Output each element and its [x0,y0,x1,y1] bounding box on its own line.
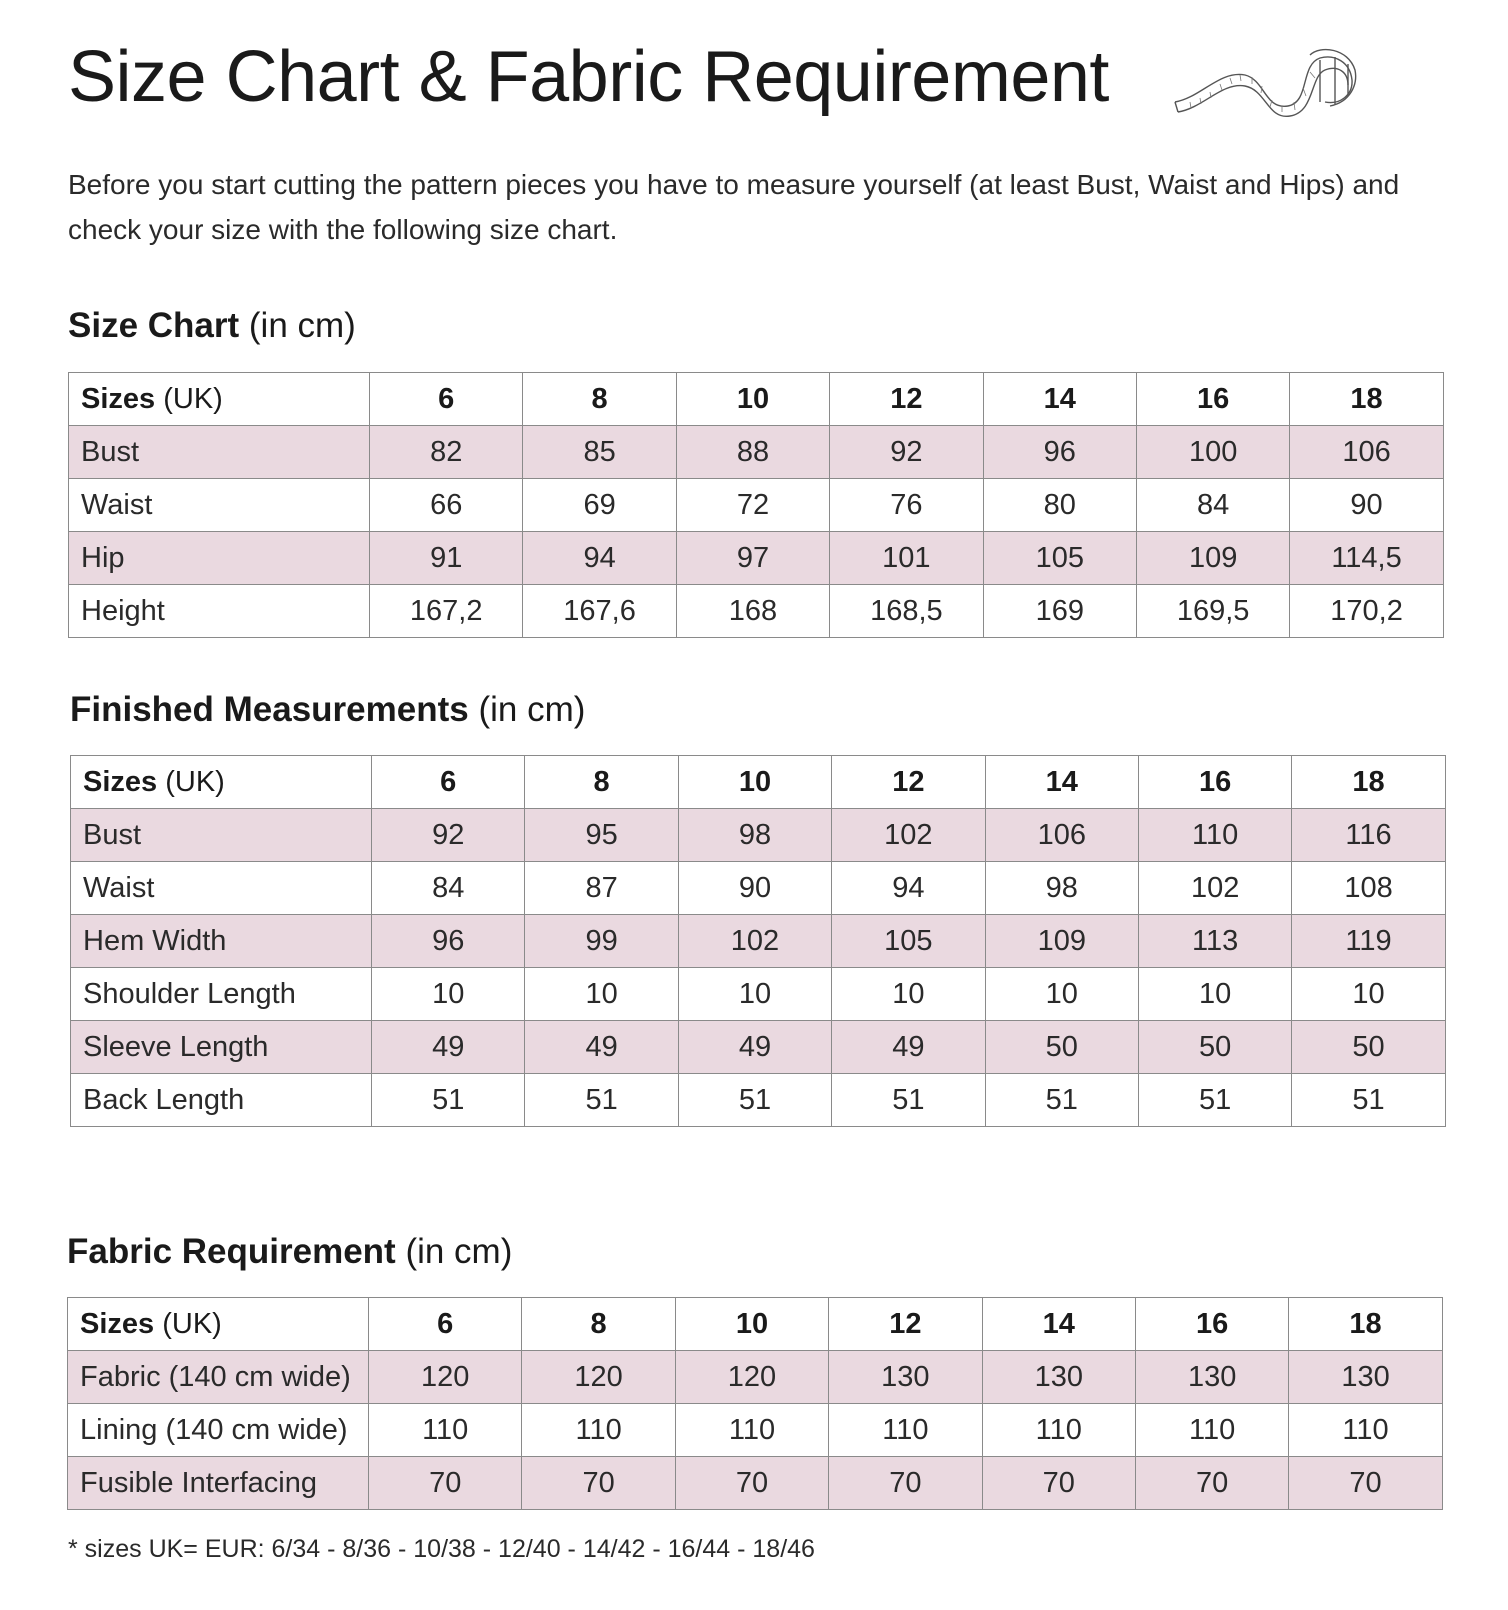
value-cell: 110 [982,1404,1135,1457]
value-cell: 51 [1292,1074,1445,1127]
footnote: * sizes UK= EUR: 6/34 - 8/36 - 10/38 - 12/40 - 14/42 - 16/44 - 18/46 [68,1535,815,1563]
value-cell: 10 [1292,968,1445,1021]
row-label: Height [69,585,370,638]
value-cell: 98 [985,862,1138,915]
value-cell: 98 [678,809,831,862]
value-cell: 168 [676,585,829,638]
value-cell: 70 [982,1457,1135,1510]
value-cell: 130 [829,1351,982,1404]
value-cell: 10 [525,968,678,1021]
value-cell: 110 [1289,1404,1442,1457]
value-cell: 130 [1135,1351,1288,1404]
table-row [71,1021,1446,1074]
table-row [71,915,1446,968]
value-cell: 50 [1292,1021,1445,1074]
value-cell: 70 [1135,1457,1288,1510]
fabric-unit: (in cm) [405,1232,513,1271]
header-size-cell: 10 [678,756,831,809]
finished-title: Finished Measurements [70,690,469,729]
value-cell: 130 [982,1351,1135,1404]
row-label: Hip [69,532,370,585]
table-row [69,426,1444,479]
value-cell: 105 [832,915,985,968]
page-title: Size Chart & Fabric Requirement [68,37,1109,117]
header-size-cell: 6 [372,756,525,809]
value-cell: 87 [525,862,678,915]
table-row [68,1457,1443,1510]
value-cell: 82 [370,426,523,479]
value-cell: 70 [1289,1457,1442,1510]
header-size-cell: 8 [523,373,676,426]
row-label: Shoulder Length [71,968,372,1021]
table-row [69,532,1444,585]
header-size-cell: 16 [1138,756,1291,809]
header-sizes-label [71,756,372,809]
header-sizes-unit: (UK) [165,765,225,798]
row-label: Fusible Interfacing [68,1457,369,1510]
value-cell: 70 [369,1457,522,1510]
value-cell: 110 [675,1404,828,1457]
value-cell: 80 [983,479,1136,532]
table-header-row [68,1298,1443,1351]
value-cell: 110 [1135,1404,1288,1457]
value-cell: 110 [829,1404,982,1457]
row-label: Waist [69,479,370,532]
header-size-cell: 14 [982,1298,1135,1351]
header-size-cell: 8 [522,1298,675,1351]
header-size-cell: 18 [1290,373,1443,426]
header-sizes-label [68,1298,369,1351]
value-cell: 120 [369,1351,522,1404]
value-cell: 70 [675,1457,828,1510]
table-row [69,479,1444,532]
table-row [71,968,1446,1021]
value-cell: 95 [525,809,678,862]
value-cell: 90 [678,862,831,915]
value-cell: 110 [522,1404,675,1457]
value-cell: 102 [832,809,985,862]
value-cell: 69 [523,479,676,532]
value-cell: 99 [525,915,678,968]
value-cell: 84 [1136,479,1289,532]
value-cell: 94 [832,862,985,915]
value-cell: 85 [523,426,676,479]
header-size-cell: 6 [370,373,523,426]
header-size-cell: 10 [675,1298,828,1351]
value-cell: 167,6 [523,585,676,638]
value-cell: 10 [985,968,1138,1021]
row-label: Bust [71,809,372,862]
value-cell: 169 [983,585,1136,638]
header-size-cell: 16 [1135,1298,1288,1351]
finished-heading [70,690,585,730]
value-cell: 119 [1292,915,1445,968]
value-cell: 88 [676,426,829,479]
row-label: Back Length [71,1074,372,1127]
value-cell: 102 [1138,862,1291,915]
value-cell: 106 [1290,426,1443,479]
finished-measurements-table [70,755,1446,1127]
header-sizes-text: Sizes [83,765,158,798]
row-label: Fabric (140 cm wide) [68,1351,369,1404]
value-cell: 110 [369,1404,522,1457]
header-size-cell: 12 [829,1298,982,1351]
value-cell: 90 [1290,479,1443,532]
value-cell: 113 [1138,915,1291,968]
value-cell: 84 [372,862,525,915]
fabric-requirement-table [67,1297,1443,1510]
value-cell: 49 [678,1021,831,1074]
value-cell: 50 [1138,1021,1291,1074]
value-cell: 97 [676,532,829,585]
value-cell: 10 [372,968,525,1021]
value-cell: 100 [1136,426,1289,479]
value-cell: 51 [1138,1074,1291,1127]
value-cell: 51 [832,1074,985,1127]
value-cell: 101 [830,532,983,585]
value-cell: 10 [832,968,985,1021]
value-cell: 51 [372,1074,525,1127]
value-cell: 109 [985,915,1138,968]
value-cell: 96 [983,426,1136,479]
value-cell: 114,5 [1290,532,1443,585]
finished-unit: (in cm) [478,690,586,729]
value-cell: 92 [830,426,983,479]
value-cell: 105 [983,532,1136,585]
header-size-cell: 14 [985,756,1138,809]
row-label: Hem Width [71,915,372,968]
header-sizes-unit: (UK) [163,382,223,415]
header-sizes-text: Sizes [80,1307,155,1340]
value-cell: 10 [678,968,831,1021]
row-label: Bust [69,426,370,479]
value-cell: 66 [370,479,523,532]
value-cell: 72 [676,479,829,532]
table-header-row [69,373,1444,426]
value-cell: 170,2 [1290,585,1443,638]
row-label: Waist [71,862,372,915]
value-cell: 51 [525,1074,678,1127]
size-chart-title: Size Chart [68,306,240,345]
value-cell: 51 [678,1074,831,1127]
fabric-title: Fabric Requirement [67,1232,396,1271]
header-sizes-unit: (UK) [162,1307,222,1340]
header-size-cell: 12 [830,373,983,426]
header-size-cell: 6 [369,1298,522,1351]
size-chart-table [68,372,1444,638]
value-cell: 102 [678,915,831,968]
measuring-tape-icon [1170,40,1360,120]
size-chart-heading [68,306,356,346]
value-cell: 49 [525,1021,678,1074]
value-cell: 49 [372,1021,525,1074]
header-size-cell: 16 [1136,373,1289,426]
value-cell: 108 [1292,862,1445,915]
table-header-row [71,756,1446,809]
table-row [68,1351,1443,1404]
value-cell: 106 [985,809,1138,862]
value-cell: 51 [985,1074,1138,1127]
value-cell: 96 [372,915,525,968]
value-cell: 49 [832,1021,985,1074]
value-cell: 76 [830,479,983,532]
intro-text: Before you start cutting the pattern pieces you have to measure yourself (at least Bust, Waist and Hips) and check your size with the following size chart. [68,169,1400,245]
header-sizes-label [69,373,370,426]
value-cell: 94 [523,532,676,585]
value-cell: 70 [522,1457,675,1510]
table-row [69,585,1444,638]
header-size-cell: 12 [832,756,985,809]
header-size-cell: 18 [1289,1298,1442,1351]
value-cell: 110 [1138,809,1291,862]
value-cell: 167,2 [370,585,523,638]
table-row [68,1404,1443,1457]
header-size-cell: 10 [676,373,829,426]
header-size-cell: 18 [1292,756,1445,809]
size-chart-unit: (in cm) [248,306,356,345]
header-sizes-text: Sizes [81,382,156,415]
value-cell: 120 [522,1351,675,1404]
value-cell: 109 [1136,532,1289,585]
table-row [71,809,1446,862]
value-cell: 91 [370,532,523,585]
value-cell: 50 [985,1021,1138,1074]
header-size-cell: 14 [983,373,1136,426]
value-cell: 168,5 [830,585,983,638]
value-cell: 130 [1289,1351,1442,1404]
value-cell: 10 [1138,968,1291,1021]
header-size-cell: 8 [525,756,678,809]
value-cell: 169,5 [1136,585,1289,638]
value-cell: 120 [675,1351,828,1404]
fabric-heading [67,1232,512,1272]
value-cell: 70 [829,1457,982,1510]
table-row [71,1074,1446,1127]
value-cell: 92 [372,809,525,862]
row-label: Sleeve Length [71,1021,372,1074]
table-row [71,862,1446,915]
row-label: Lining (140 cm wide) [68,1404,369,1457]
value-cell: 116 [1292,809,1445,862]
